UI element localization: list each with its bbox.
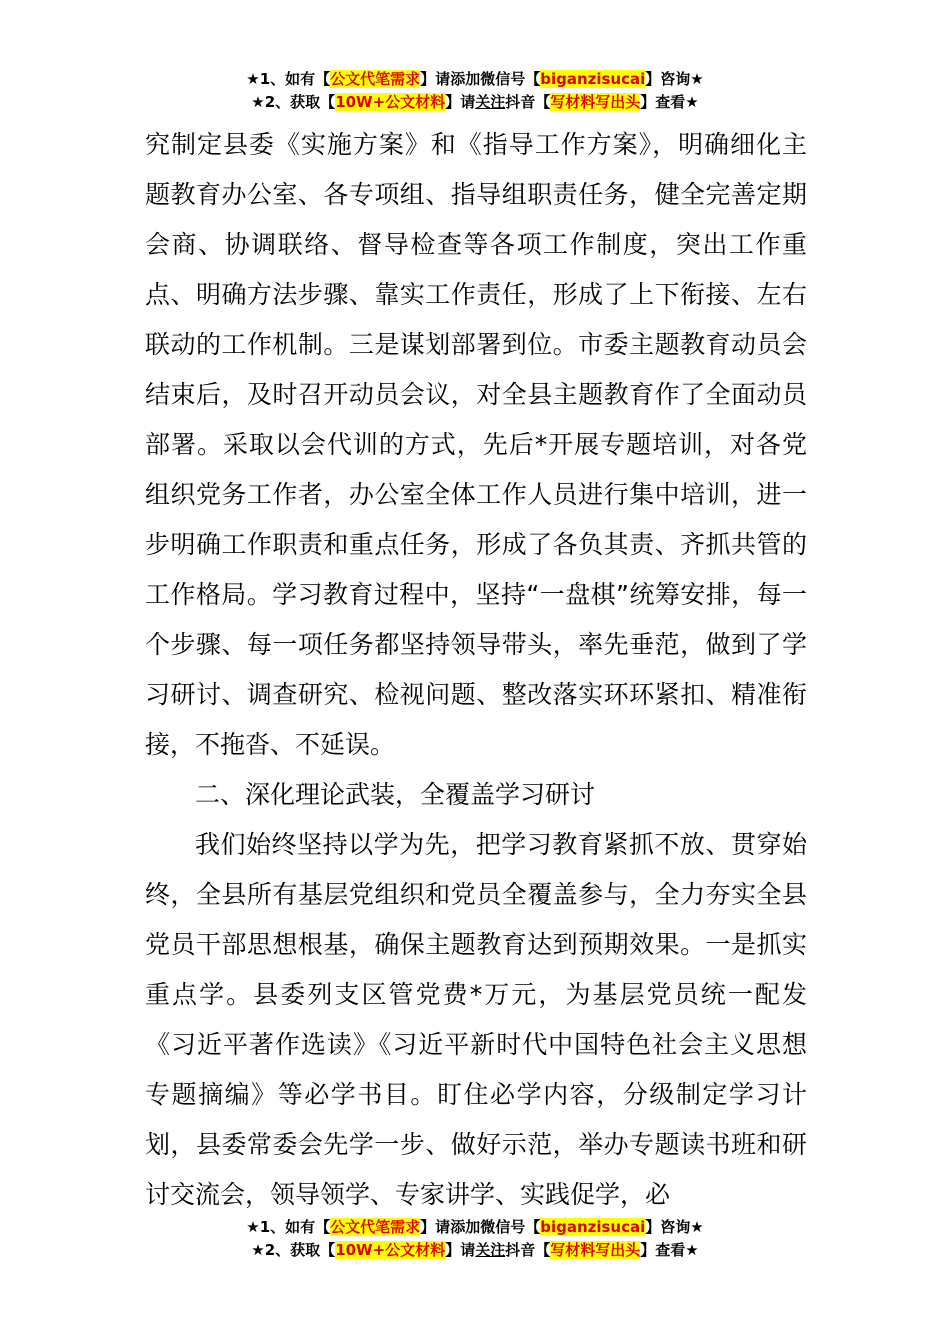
banner-highlight: 10W+公文材料 <box>335 93 446 111</box>
banner-emphasis: 添加 <box>450 70 481 88</box>
banner-text: ★1、如有【 <box>246 70 331 88</box>
banner-highlight: biganzisucai <box>540 1218 646 1236</box>
paragraph: 究制定县委《实施方案》和《指导工作方案》，明确细化主题教育办公室、各专项组、指导组职责任务，健全完善定期会商、协调联络、督导检查等各项工作制度，突出工作重点、明确方法步骤、靠实工作责任，形成了上下衔接、左右联动的工作机制。三是谋划部署到位。市委主题教育动员会结束后，及时召开动员会议，对全县主题教育作了全面动员部署。采取以会代训的方式，先后*开展专题培训，对各党组织党务工作者，办公室全体工作人员进行集中培训，进一步明确工作职责和重点任务，形成了各负其责、齐抓共管的工作格局。学习教育过程中，坚持“一盘棋”统筹安排，每一个步骤、每一项任务都坚持领导带头，率先垂范，做到了学习研讨、调查研究、检视问题、整改落实环环紧扣、精准衔接，不拖沓、不延误。 <box>145 130 807 759</box>
banner-emphasis: 添加 <box>450 1218 481 1236</box>
banner-line-1 <box>0 68 950 91</box>
banner-text: ★2、获取【 <box>251 93 336 111</box>
banner-highlight: 写材料写出头 <box>550 1241 641 1259</box>
banner-line-2 <box>0 1239 950 1262</box>
banner-highlight: biganzisucai <box>540 70 646 88</box>
banner-highlight: 公文代笔需求 <box>330 70 421 88</box>
banner-text: 】咨询★ <box>645 1218 704 1236</box>
banner-text: ★2、获取【 <box>251 1241 336 1259</box>
banner-text: 】查看★ <box>640 1241 699 1259</box>
banner-emphasis: 关注 <box>475 1241 506 1259</box>
header-banner <box>0 68 950 114</box>
banner-text: 微信号【 <box>480 70 541 88</box>
banner-highlight: 公文代笔需求 <box>330 1218 421 1236</box>
banner-text: 】请 <box>420 70 451 88</box>
section-heading: 二、深化理论武装，全覆盖学习研讨 <box>195 780 596 809</box>
banner-emphasis: 关注 <box>475 93 506 111</box>
banner-text: 】请 <box>420 1218 451 1236</box>
banner-line-2 <box>0 91 950 114</box>
banner-text: 】查看★ <box>640 93 699 111</box>
banner-highlight: 10W+公文材料 <box>335 1241 446 1259</box>
banner-text: 微信号【 <box>480 1218 541 1236</box>
footer-banner <box>0 1216 950 1262</box>
banner-text: 抖音【 <box>505 93 551 111</box>
paragraph: 我们始终坚持以学为先，把学习教育紧抓不放、贯穿始终，全县所有基层党组织和党员全覆盖参与，全力夯实全县党员干部思想根基，确保主题教育达到预期效果。一是抓实重点学。县委列支区管党费*万元，为基层党员统一配发《习近平著作选读》《习近平新时代中国特色社会主义思想专题摘编》等必学书目。盯住必学内容，分级制定学习计划，县委常委会先学一步、做好示范，举办专题读书班和研讨交流会，领导领学、专家讲学、实践促学，必 <box>145 830 807 1209</box>
document-body <box>145 120 807 1220</box>
banner-text: 抖音【 <box>505 1241 551 1259</box>
banner-text: 】请 <box>445 93 476 111</box>
banner-highlight: 写材料写出头 <box>550 93 641 111</box>
banner-text: 】请 <box>445 1241 476 1259</box>
banner-line-1 <box>0 1216 950 1239</box>
banner-text: ★1、如有【 <box>246 1218 331 1236</box>
banner-text: 】咨询★ <box>645 70 704 88</box>
